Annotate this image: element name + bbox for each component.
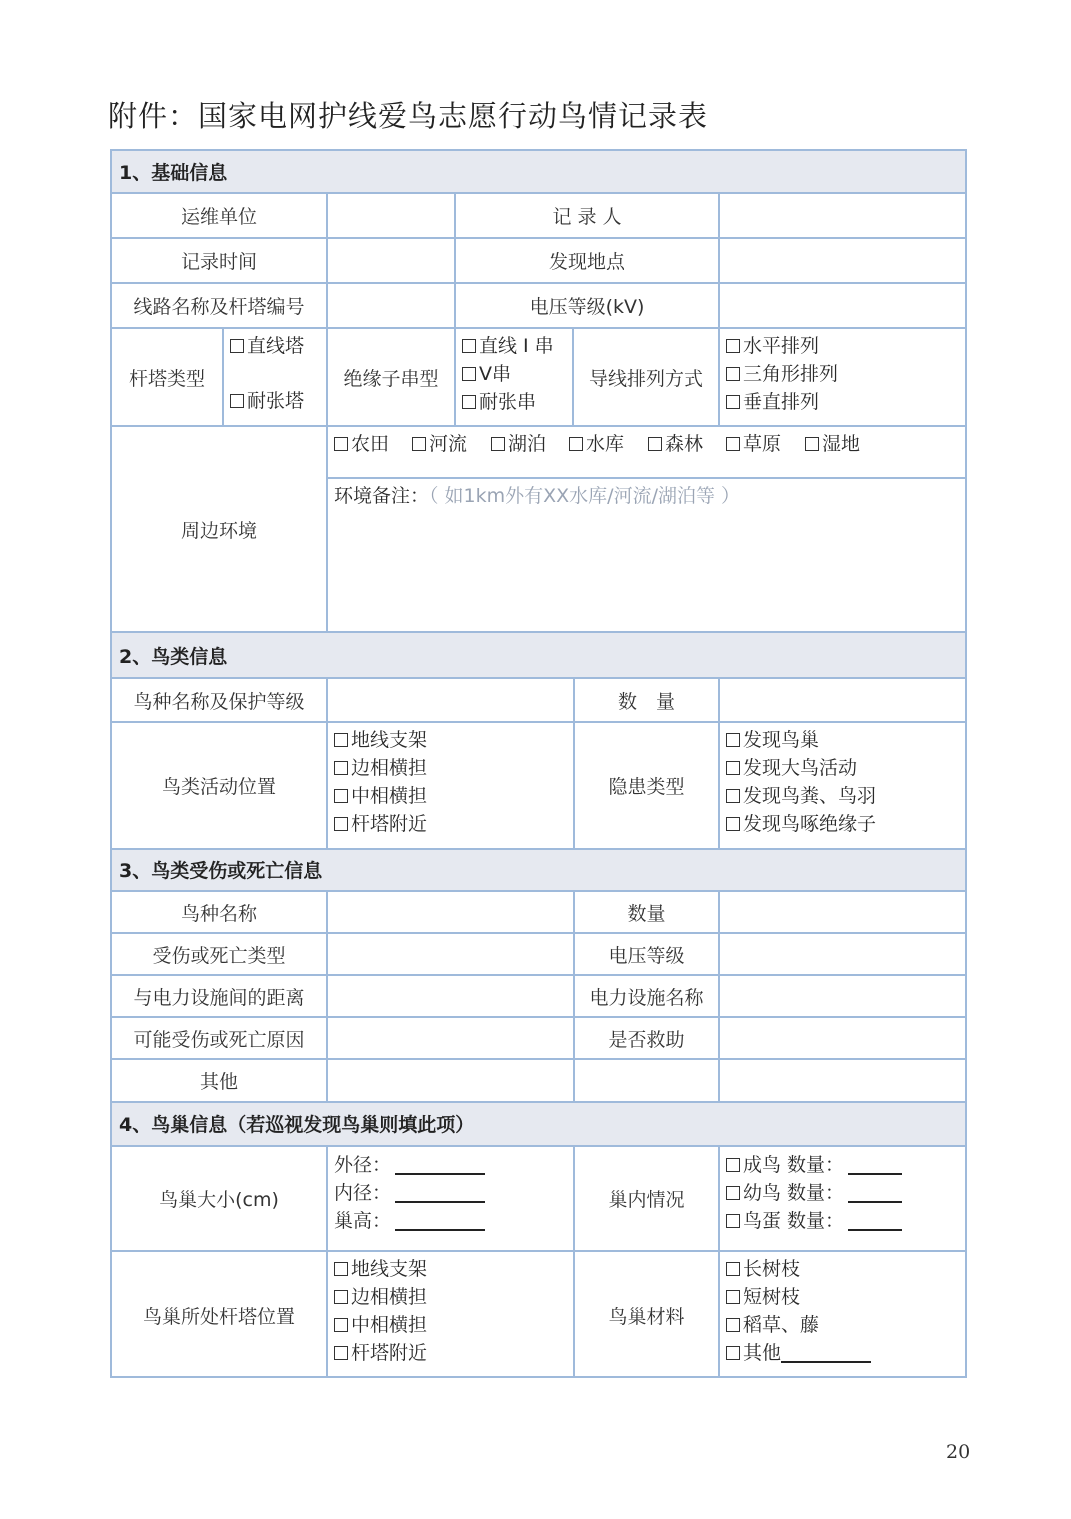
hazard-option-nest[interactable]: 发现鸟巢: [726, 726, 819, 754]
env-option-grassland[interactable]: 草原: [726, 430, 781, 458]
insulator-label: 绝缘子串型: [343, 367, 439, 390]
distance-label: 与电力设施间的距离: [133, 986, 305, 1009]
location-label: 发现地点: [548, 251, 625, 273]
env-option-wetland[interactable]: 湿地: [805, 430, 860, 458]
injury-voltage-label: 电压等级: [608, 944, 685, 967]
hazard-option-large-bird[interactable]: 发现大鸟活动: [726, 754, 857, 782]
material-option-short-branch[interactable]: 短树枝: [726, 1283, 800, 1311]
checkbox-icon: [726, 789, 740, 803]
checkbox-icon: [726, 761, 740, 775]
checkbox-icon: [726, 1262, 740, 1276]
distance-field[interactable]: [328, 976, 573, 1016]
checkbox-icon: [726, 1346, 740, 1360]
nest-height-field[interactable]: 巢高：: [334, 1207, 485, 1235]
checkbox-icon: [230, 339, 244, 353]
activity-position-label: 鸟类活动位置: [161, 776, 276, 798]
section1-heading: 1、基础信息: [119, 162, 228, 184]
activity-option-middle-crossarm[interactable]: 中相横担: [334, 782, 427, 810]
activity-option-near-tower[interactable]: 杆塔附近: [334, 810, 427, 838]
material-option-long-branch[interactable]: 长树枝: [726, 1255, 800, 1283]
nest-position-label: 鸟巢所处杆塔位置: [142, 1305, 295, 1328]
injured-species-label: 鸟种名称: [180, 902, 257, 925]
blank-line: [395, 1153, 485, 1175]
environment-label: 周边环境: [180, 519, 257, 542]
checkbox-icon: [334, 1290, 348, 1304]
other-field[interactable]: [328, 1060, 573, 1101]
checkbox-icon: [334, 733, 348, 747]
hazard-option-pecking[interactable]: 发现鸟啄绝缘子: [726, 810, 876, 838]
nest-position-middle-crossarm[interactable]: 中相横担: [334, 1311, 427, 1339]
cause-field[interactable]: [328, 1018, 573, 1058]
injured-count-field[interactable]: [720, 892, 965, 932]
arrangement-option-triangle[interactable]: 三角形排列: [726, 360, 838, 388]
facility-name-field[interactable]: [720, 976, 965, 1016]
time-label: 记录时间: [180, 251, 257, 273]
env-note-hint: （ 如1km外有XX水库/河流/湖泊等 ）: [429, 485, 741, 507]
content-option-young[interactable]: 幼鸟 数量：: [726, 1179, 902, 1207]
checkbox-icon: [726, 437, 740, 451]
recorder-field[interactable]: [720, 194, 965, 237]
tower-option-straight[interactable]: 直线塔: [230, 332, 304, 360]
rescued-label: 是否救助: [608, 1028, 685, 1051]
checkbox-icon: [726, 395, 740, 409]
checkbox-icon: [726, 817, 740, 831]
checkbox-icon: [334, 761, 348, 775]
checkbox-icon: [334, 817, 348, 831]
inner-diameter-field[interactable]: 内径：: [334, 1179, 485, 1207]
rescued-field[interactable]: [720, 1018, 965, 1058]
checkbox-icon: [412, 437, 426, 451]
nest-material-label: 鸟巢材料: [608, 1305, 685, 1328]
injured-species-field[interactable]: [328, 892, 573, 932]
checkbox-icon: [726, 339, 740, 353]
page-title: 附件：国家电网护线爱鸟志愿行动鸟情记录表: [108, 99, 709, 133]
checkbox-icon: [462, 367, 476, 381]
checkbox-icon: [805, 437, 819, 451]
checkbox-icon: [726, 1186, 740, 1200]
nest-position-near-tower[interactable]: 杆塔附近: [334, 1339, 427, 1367]
checkbox-icon: [462, 339, 476, 353]
bird-count-field[interactable]: [720, 679, 965, 721]
facility-name-label: 电力设施名称: [589, 986, 704, 1009]
env-option-lake[interactable]: 湖泊: [491, 430, 546, 458]
blank-line: [848, 1209, 902, 1231]
injured-count-label: 数量: [627, 902, 666, 925]
cause-label: 可能受伤或死亡原因: [133, 1028, 305, 1051]
bird-record-form: [110, 149, 967, 1378]
tower-type-label: 杆塔类型: [128, 367, 205, 390]
nest-position-side-crossarm[interactable]: 边相横担: [334, 1283, 427, 1311]
section3-heading: 3、鸟类受伤或死亡信息: [119, 860, 323, 882]
checkbox-icon: [726, 1214, 740, 1228]
material-option-straw-vine[interactable]: 稻草、藤: [726, 1311, 819, 1339]
injury-type-field[interactable]: [328, 934, 573, 974]
arrangement-option-vertical[interactable]: 垂直排列: [726, 388, 819, 416]
nest-position-ground-wire[interactable]: 地线支架: [334, 1255, 427, 1283]
env-option-farmland[interactable]: 农田: [334, 430, 389, 458]
checkbox-icon: [462, 395, 476, 409]
checkbox-icon: [334, 1346, 348, 1360]
content-option-adult[interactable]: 成鸟 数量：: [726, 1151, 902, 1179]
line-name-field[interactable]: [328, 284, 454, 327]
line-name-label: 线路名称及杆塔编号: [133, 296, 305, 318]
blank-line: [395, 1181, 485, 1203]
checkbox-icon: [230, 394, 244, 408]
env-note-label: 环境备注：: [334, 485, 430, 507]
species-level-label: 鸟种名称及保护等级: [133, 690, 305, 713]
insulator-option-tension[interactable]: 耐张串: [462, 388, 536, 416]
checkbox-icon: [334, 789, 348, 803]
checkbox-icon: [569, 437, 583, 451]
bird-count-label: 数 量: [617, 690, 675, 713]
blank-line: [848, 1181, 902, 1203]
hazard-type-label: 隐患类型: [608, 776, 685, 798]
checkbox-icon: [491, 437, 505, 451]
voltage-label: 电压等级(kV): [529, 296, 645, 318]
location-field[interactable]: [720, 239, 965, 282]
hazard-option-droppings[interactable]: 发现鸟粪、鸟羽: [726, 782, 876, 810]
section4-heading: 4、鸟巢信息（若巡视发现鸟巢则填此项）: [119, 1114, 475, 1136]
section1-band: [112, 151, 965, 192]
checkbox-icon: [334, 1318, 348, 1332]
blank-line: [848, 1153, 902, 1175]
env-option-river[interactable]: 河流: [412, 430, 467, 458]
activity-option-side-crossarm[interactable]: 边相横担: [334, 754, 427, 782]
env-option-reservoir[interactable]: 水库: [569, 430, 624, 458]
blank-line: [781, 1341, 871, 1363]
outer-diameter-field[interactable]: 外径：: [334, 1151, 485, 1179]
arrangement-option-horizontal[interactable]: 水平排列: [726, 332, 819, 360]
page-number: 20: [946, 1441, 971, 1463]
env-note[interactable]: [334, 482, 740, 510]
injury-type-label: 受伤或死亡类型: [152, 944, 286, 967]
checkbox-icon: [726, 1318, 740, 1332]
material-option-other[interactable]: 其他: [726, 1339, 871, 1367]
checkbox-icon: [648, 437, 662, 451]
unit-label: 运维单位: [180, 206, 257, 228]
checkbox-icon: [334, 437, 348, 451]
arrangement-label: 导线排列方式: [588, 367, 703, 390]
tower-option-tension[interactable]: 耐张塔: [230, 387, 304, 415]
activity-option-ground-wire[interactable]: 地线支架: [334, 726, 427, 754]
nest-contents-label: 巢内情况: [608, 1189, 685, 1211]
species-level-field[interactable]: [328, 679, 573, 721]
insulator-option-v[interactable]: V串: [462, 360, 511, 388]
blank-line: [395, 1209, 485, 1231]
insulator-option-i[interactable]: 直线 I 串: [462, 332, 554, 360]
recorder-label: 记 录 人: [552, 206, 622, 228]
content-option-eggs[interactable]: 鸟蛋 数量：: [726, 1207, 902, 1235]
unit-field[interactable]: [328, 194, 454, 237]
time-field[interactable]: [328, 239, 454, 282]
section2-heading: 2、鸟类信息: [119, 645, 228, 668]
checkbox-icon: [726, 733, 740, 747]
injury-voltage-field[interactable]: [720, 934, 965, 974]
voltage-field[interactable]: [720, 284, 965, 327]
nest-size-label: 鸟巢大小(cm): [159, 1189, 279, 1211]
other-label: 其他: [199, 1071, 238, 1093]
checkbox-icon: [726, 367, 740, 381]
section2-band: [112, 633, 965, 677]
checkbox-icon: [726, 1290, 740, 1304]
checkbox-icon: [726, 1158, 740, 1172]
checkbox-icon: [334, 1262, 348, 1276]
env-option-forest[interactable]: 森林: [648, 430, 703, 458]
